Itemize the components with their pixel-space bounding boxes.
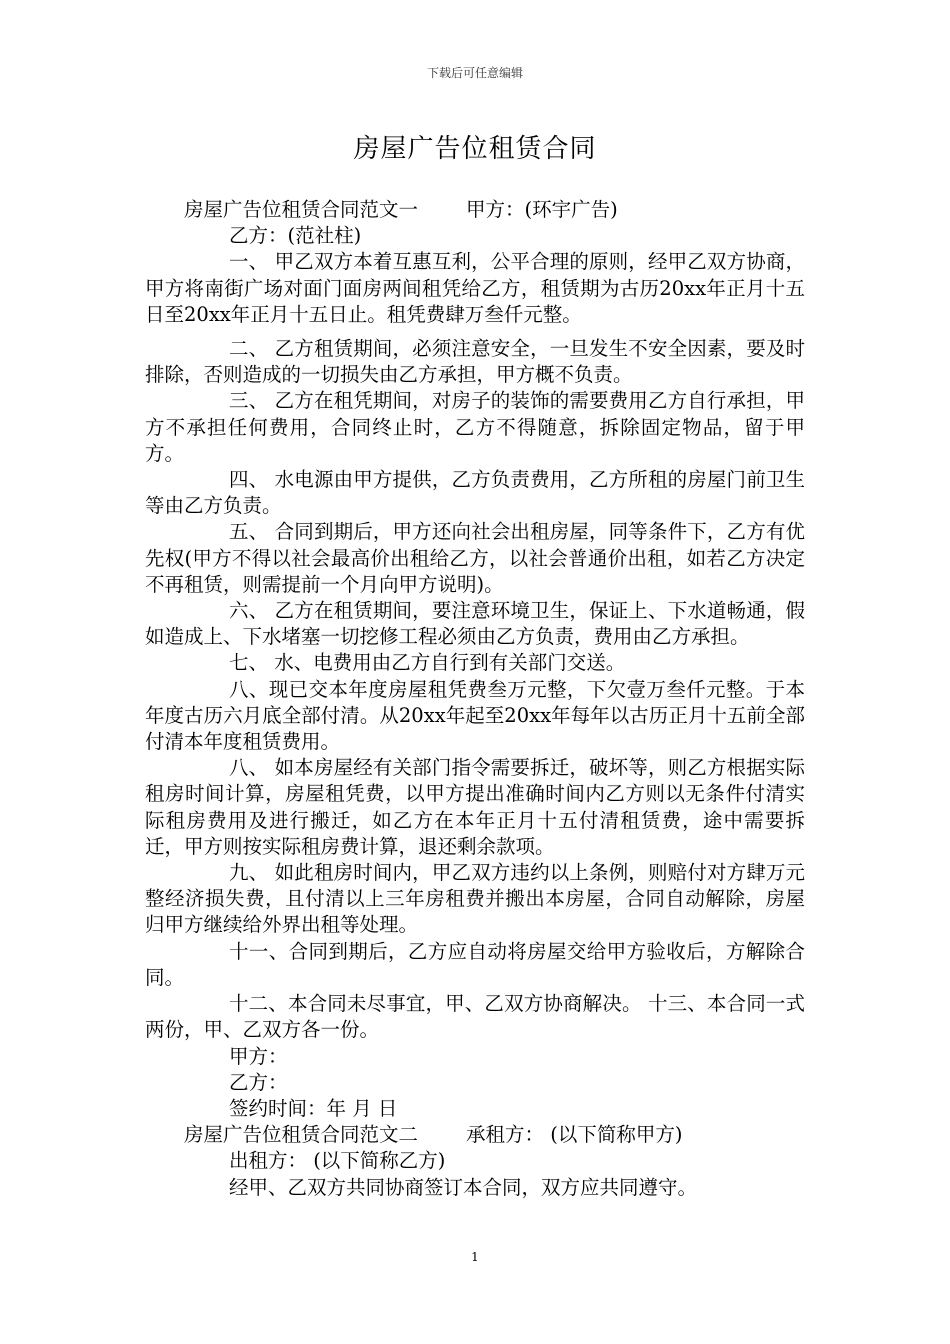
intro-line-1 — [145, 197, 805, 223]
party-a-line: 甲方：(环宇广告) — [466, 198, 618, 221]
clause-1: 一、 甲乙双方本着互惠互利，公平合理的原则，经甲乙双方协商，甲方将南街广场对面门面房两间租凭给乙方，租赁期为古历20xx年正月十五日至20xx年正月十五日止。租凭费肆万叁仟元整。 — [145, 250, 805, 326]
lessor-line: 出租方： (以下简称乙方) — [229, 1149, 446, 1173]
clause-2: 二、 乙方租赁期间，必须注意安全，一旦发生不安全因素，要及时排除，否则造成的一切损失由乙方承担，甲方概不负责。 — [145, 337, 805, 387]
lessee-line: 承租方： (以下简称甲方) — [466, 1123, 683, 1147]
party-b-line: 乙方：(范社柱) — [229, 224, 362, 248]
document-body — [145, 197, 805, 1201]
signature-date: 签约时间：年 月 日 — [229, 1096, 398, 1120]
page-title: 房屋广告位租赁合同 — [353, 134, 597, 164]
clause-8: 八、现已交本年度房屋租凭费叁万元整，下欠壹万叁仟元整。于本年度古历六月底全部付清。从20xx年起至20xx年每年以古历正月十五前全部付清本年度租赁费用。 — [145, 677, 805, 754]
closing-line: 经甲、乙双方共同协商签订本合同，双方应共同遵守。 — [229, 1175, 698, 1199]
section-heading-1: 房屋广告位租赁合同范文一 — [184, 198, 419, 221]
signature-party-b: 乙方： — [229, 1070, 288, 1094]
page-number: 1 — [471, 1250, 479, 1264]
clause-7: 七、 水、电费用由乙方自行到有关部门交送。 — [229, 651, 626, 675]
section-heading-2: 房屋广告位租赁合同范文二 — [184, 1123, 419, 1147]
signature-party-a: 甲方： — [229, 1044, 288, 1068]
clause-6: 六、 乙方在租赁期间，要注意环境卫生，保证上、下水道畅通，假如造成上、下水堵塞一切挖修工程必须由乙方负责，费用由乙方承担。 — [145, 599, 805, 649]
clause-4: 四、 水电源由甲方提供，乙方负责费用，乙方所租的房屋门前卫生等由乙方负责。 — [145, 468, 805, 518]
header-note: 下载后可任意编辑 — [426, 66, 523, 80]
clause-9: 九、 如此租房时间内，甲乙双方违约以上条例，则赔付对方肆万元整经济损失费，且付清以上三年房租费并搬出本房屋，合同自动解除，房屋归甲方继续给外界出租等处理。 — [145, 861, 805, 937]
clause-11: 十一、合同到期后，乙方应自动将房屋交给甲方验收后，方解除合同。 — [145, 939, 805, 989]
clause-5: 五、 合同到期后，甲方还向社会出租房屋，同等条件下，乙方有优先权(甲方不得以社会最高价出租给乙方，以社会普通价出租，如若乙方决定不再租赁，则需提前一个月向甲方说明)。 — [145, 520, 805, 596]
clause-12-13: 十二、本合同未尽事宜，甲、乙双方协商解决。 十三、本合同一式两份，甲、乙双方各一份。 — [145, 992, 805, 1042]
intro-line-2 — [145, 1122, 805, 1148]
clause-8b: 八、 如本房屋经有关部门指令需要拆迁，破坏等，则乙方根据实际租房时间计算，房屋租凭费，以甲方提出准确时间内乙方则以无条件付清实际租房费用及进行搬迁，如乙方在本年正月十五付清租赁费，途中需要拆迁，甲方则按实际租房费计算，退还剩余款项。 — [145, 756, 805, 858]
clause-3: 三、 乙方在租凭期间，对房子的装饰的需要费用乙方自行承担，甲方不承担任何费用，合同终止时，乙方不得随意，拆除固定物品，留于甲方。 — [145, 389, 805, 465]
